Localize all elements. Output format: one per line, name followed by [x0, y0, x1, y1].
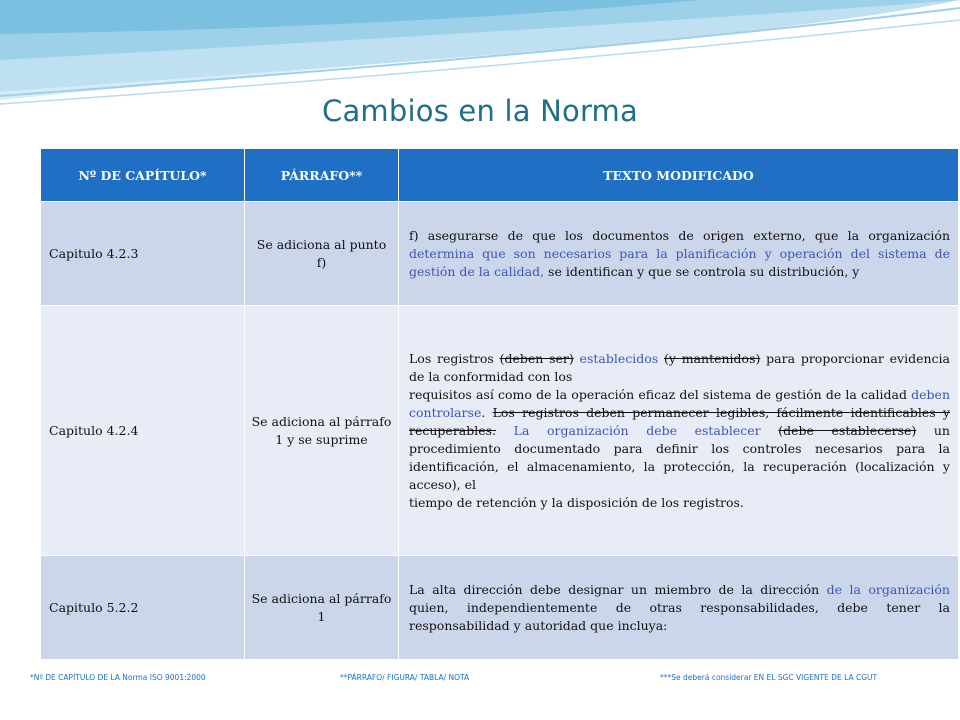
header-paragraph: PÁRRAFO** [245, 149, 399, 202]
paragraph-cell: Se adiciona al párrafo 1 y se suprime [245, 306, 399, 556]
table-header-row [41, 149, 959, 202]
text-added: La organización debe establecer [513, 422, 761, 438]
text-added: deben controlarse [409, 386, 950, 420]
header-chapter: Nº DE CAPÍTULO* [41, 149, 245, 202]
chapter-cell: Capitulo 4.2.3 [41, 202, 245, 306]
paragraph-cell: Se adiciona al párrafo 1 [245, 556, 399, 660]
text-added: de la organización [826, 581, 950, 597]
text-deleted: (debe establecerse) [778, 422, 917, 438]
paragraph-cell: Se adiciona al punto f) [245, 202, 399, 306]
text-plain: . [481, 404, 486, 420]
text-plain: un procedimiento documentado para definir los controles necesarios para la identificación, el almacenamiento, la protección, la recuperación (localización y acceso), el [409, 422, 950, 492]
text-added: establecidos [579, 350, 659, 366]
text-plain: tiempo de retención y la disposición de los registros. [409, 494, 744, 510]
modified-text-cell [399, 556, 959, 660]
text-plain: requisitos así como de la operación eficaz del sistema de gestión de la calidad [409, 386, 907, 402]
text-added: determina que son necesarios para la planificación y operación del sistema de gestión de la calidad, [409, 245, 950, 279]
chapter-cell: Capitulo 4.2.4 [41, 306, 245, 556]
text-deleted: (y mantenidos) [663, 350, 761, 366]
footnote-paragraph: **PÁRRAFO/ FIGURA/ TABLA/ NOTA [340, 673, 470, 682]
text-deleted: Los registros deben permanecer legibles, fácilmente identificables y recuperables. [409, 404, 950, 438]
table-row [41, 306, 959, 556]
text-plain: para proporcionar evidencia de la conformidad con los [409, 350, 950, 384]
table-row [41, 556, 959, 660]
text-plain: Los registros [409, 350, 494, 366]
footnote-sgc: ***Se deberá considerar EN EL SGC VIGENTE DE LA CGUT [660, 673, 878, 682]
page-title: Cambios en la Norma [322, 94, 638, 128]
table-row [41, 202, 959, 306]
text-plain: La alta dirección debe designar un miembro de la dirección [409, 581, 820, 597]
footnote-chapter: *Nº DE CAPÍTULO DE LA Norma ISO 9001:2000 [30, 673, 206, 682]
header-modified-text: TEXTO MODIFICADO [399, 149, 959, 202]
text-plain: f) asegurarse de que los documentos de origen externo, que la organización [409, 227, 950, 243]
text-deleted: (deben ser) [499, 350, 574, 366]
modified-text-cell [399, 306, 959, 556]
modified-text-cell [399, 202, 959, 306]
text-plain: se identifican y que se controla su distribución, y [548, 263, 860, 279]
chapter-cell: Capitulo 5.2.2 [41, 556, 245, 660]
text-plain: quien, independientemente de otras responsabilidades, debe tener la responsabilidad y autoridad que incluya: [409, 599, 950, 633]
changes-table [40, 148, 959, 660]
